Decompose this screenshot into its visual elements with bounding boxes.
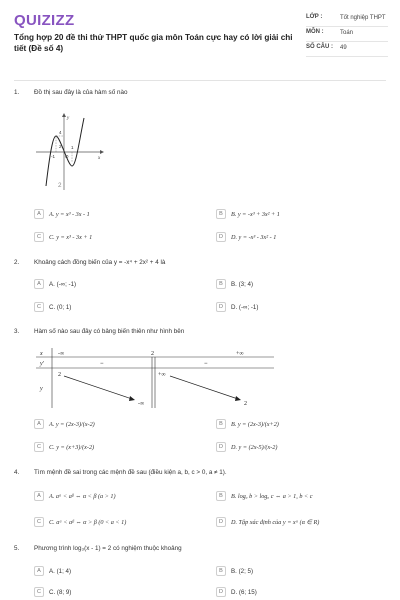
vt-sign-left: − (100, 361, 104, 367)
graph-origin-label: O (65, 154, 69, 159)
q3-option-c-letter: C (34, 442, 44, 452)
meta-class-value: Tốt nghiệp THPT (340, 15, 386, 21)
graph-y-label: y (67, 116, 70, 121)
q5-option-d-text: D. (6; 15) (231, 588, 257, 596)
vt-x-right: +∞ (236, 351, 244, 357)
q4-option-c-letter: C (34, 517, 44, 527)
q5-option-b-letter: B (216, 566, 226, 576)
q5-option-d-letter: D (216, 587, 226, 597)
question-5-text: Phương trình log₃(x - 1) = 2 có nghiệm thuộc khoảng (34, 545, 182, 552)
q2-option-d-text: D. (-∞; -1) (231, 303, 259, 311)
q3-option-b-letter: B (216, 419, 226, 429)
graph-tick-neg: -1 (51, 154, 56, 159)
q4-option-d-letter: D (216, 517, 226, 527)
q5-option-b-text: B. (2; 5) (231, 567, 254, 575)
meta-subject-row (306, 27, 388, 42)
vt-sign-right: − (204, 361, 208, 367)
q2-option-d-letter: D (216, 302, 226, 312)
question-2-text: Khoảng cách đồng biến của y = -x⁴ + 2x² + 4 là (34, 259, 166, 266)
question-3-text: Hàm số nào sau đây có bảng biến thiên như hình bên (34, 328, 185, 335)
q1-option-b[interactable] (216, 209, 280, 219)
q3-option-d-text: D. y = (2x-5)/(x-2) (231, 443, 278, 451)
meta-class-key: LỚP : (306, 14, 323, 20)
q2-option-a[interactable] (34, 279, 76, 289)
variation-table (34, 346, 274, 408)
q5-option-d[interactable] (216, 587, 257, 597)
vt-arrow-right-head-icon (235, 396, 241, 401)
q2-option-a-letter: A (34, 279, 44, 289)
q4-option-b-text: B. logₐ b > logₐ c ⇔ a > 1, b < c (231, 492, 313, 500)
q3-option-c-text: C. y = (x+3)/(x-2) (49, 443, 95, 451)
question-3-number: 3. (14, 328, 20, 335)
q4-option-d-text: D. Tập xác định của y = xᵅ (α ∈ R) (231, 518, 320, 526)
meta-subject-value: Toán (340, 30, 354, 36)
header-divider (14, 80, 386, 81)
vt-x-label: x (40, 351, 43, 357)
question-5-number: 5. (14, 545, 20, 552)
q2-option-b[interactable] (216, 279, 253, 289)
q2-option-c-text: C. (0; 1) (49, 303, 72, 311)
function-graph (34, 112, 104, 192)
q4-option-c-text: C. aᵅ < aᵝ ⇔ α > β (0 < a < 1) (49, 518, 127, 526)
q5-option-c[interactable] (34, 587, 71, 597)
q1-option-b-text: B. y = -x³ + 3x² + 1 (231, 210, 280, 218)
document-title: Tổng hợp 20 đề thi thử THPT quốc gia môn Toán cực hay có lời giải chi tiết (Đề số 4) (14, 33, 293, 53)
q1-option-c-text: C. y = x³ - 3x + 1 (49, 233, 93, 241)
graph-value-mid: 2 (59, 144, 62, 149)
question-1-text: Đồ thị sau đây là của hàm số nào (34, 89, 128, 96)
q3-option-d[interactable] (216, 442, 277, 452)
meta-subject-key: MÔN : (306, 29, 324, 35)
q2-option-c-letter: C (34, 302, 44, 312)
q1-option-a[interactable] (34, 209, 90, 219)
q2-option-d[interactable] (216, 302, 258, 312)
question-2-number: 2. (14, 259, 20, 266)
q5-option-a-letter: A (34, 566, 44, 576)
vt-arrow-right-line (170, 376, 238, 399)
meta-count-value: 49 (340, 45, 347, 51)
graph-tick-pos: 1 (71, 145, 74, 150)
question-4-number: 4. (14, 469, 20, 476)
q1-option-b-letter: B (216, 209, 226, 219)
vt-yprime-label: y' (40, 361, 44, 367)
q4-option-c[interactable] (34, 517, 126, 527)
q3-option-b[interactable] (216, 419, 279, 429)
q1-option-c[interactable] (34, 232, 92, 242)
meta-count-row (306, 42, 388, 57)
graph-x-label: x (98, 156, 101, 161)
quizizz-logo: QUIZIZZ (14, 12, 75, 29)
graph-y-arrow-icon (62, 113, 66, 117)
q1-option-c-letter: C (34, 232, 44, 242)
vt-y-left-bottom: -∞ (138, 401, 145, 407)
q1-option-d[interactable] (216, 232, 276, 242)
vt-y-right-bottom: 2 (244, 401, 247, 407)
q1-option-d-letter: D (216, 232, 226, 242)
q4-option-a-text: A. aᵅ < aᵝ ⇔ α < β (a > 1) (49, 492, 116, 500)
q4-option-a[interactable] (34, 491, 116, 501)
q5-option-c-letter: C (34, 587, 44, 597)
vt-x-mid: 2 (151, 351, 154, 357)
meta-count-key: SỐ CÂU : (306, 44, 333, 50)
q3-option-a[interactable] (34, 419, 95, 429)
q4-option-b-letter: B (216, 491, 226, 501)
q4-option-b[interactable] (216, 491, 312, 501)
q5-option-b[interactable] (216, 566, 253, 576)
q1-option-d-text: D. y = -x³ - 3x² - 1 (231, 233, 277, 241)
question-4-text: Tìm mệnh đề sai trong các mệnh đề sau (điều kiện a, b, c > 0, a ≠ 1). (34, 469, 227, 476)
q4-option-a-letter: A (34, 491, 44, 501)
q3-option-c[interactable] (34, 442, 94, 452)
q2-option-b-letter: B (216, 279, 226, 289)
q4-option-d[interactable] (216, 517, 319, 527)
vt-y-left-top: 2 (58, 372, 61, 378)
q3-option-a-letter: A (34, 419, 44, 429)
meta-class-row (306, 12, 388, 27)
q2-option-c[interactable] (34, 302, 71, 312)
q1-option-a-letter: A (34, 209, 44, 219)
graph-x-arrow-icon (100, 150, 104, 154)
vt-y-label: y (40, 386, 43, 392)
q3-option-b-text: B. y = (2x-3)/(x+2) (231, 420, 279, 428)
q2-option-b-text: B. (3; 4) (231, 280, 254, 288)
q5-option-a-text: A. (1; 4) (49, 567, 72, 575)
vt-x-left: -∞ (58, 351, 65, 357)
document-meta (306, 12, 388, 57)
q3-option-a-text: A. y = (2x-3)/(x-2) (49, 420, 95, 428)
q5-option-a[interactable] (34, 566, 71, 576)
vt-y-right-top: +∞ (158, 372, 166, 378)
q1-option-a-text: A. y = x³ - 3x - 1 (49, 210, 90, 218)
graph-value-top: 4 (59, 130, 62, 135)
graph-caption: 2 (58, 182, 62, 189)
q3-option-d-letter: D (216, 442, 226, 452)
q2-option-a-text: A. (-∞; -1) (49, 280, 77, 288)
q5-option-c-text: C. (8; 9) (49, 588, 72, 596)
vt-arrow-left-line (64, 376, 132, 399)
vt-arrow-left-head-icon (129, 396, 135, 401)
question-1-number: 1. (14, 89, 20, 96)
